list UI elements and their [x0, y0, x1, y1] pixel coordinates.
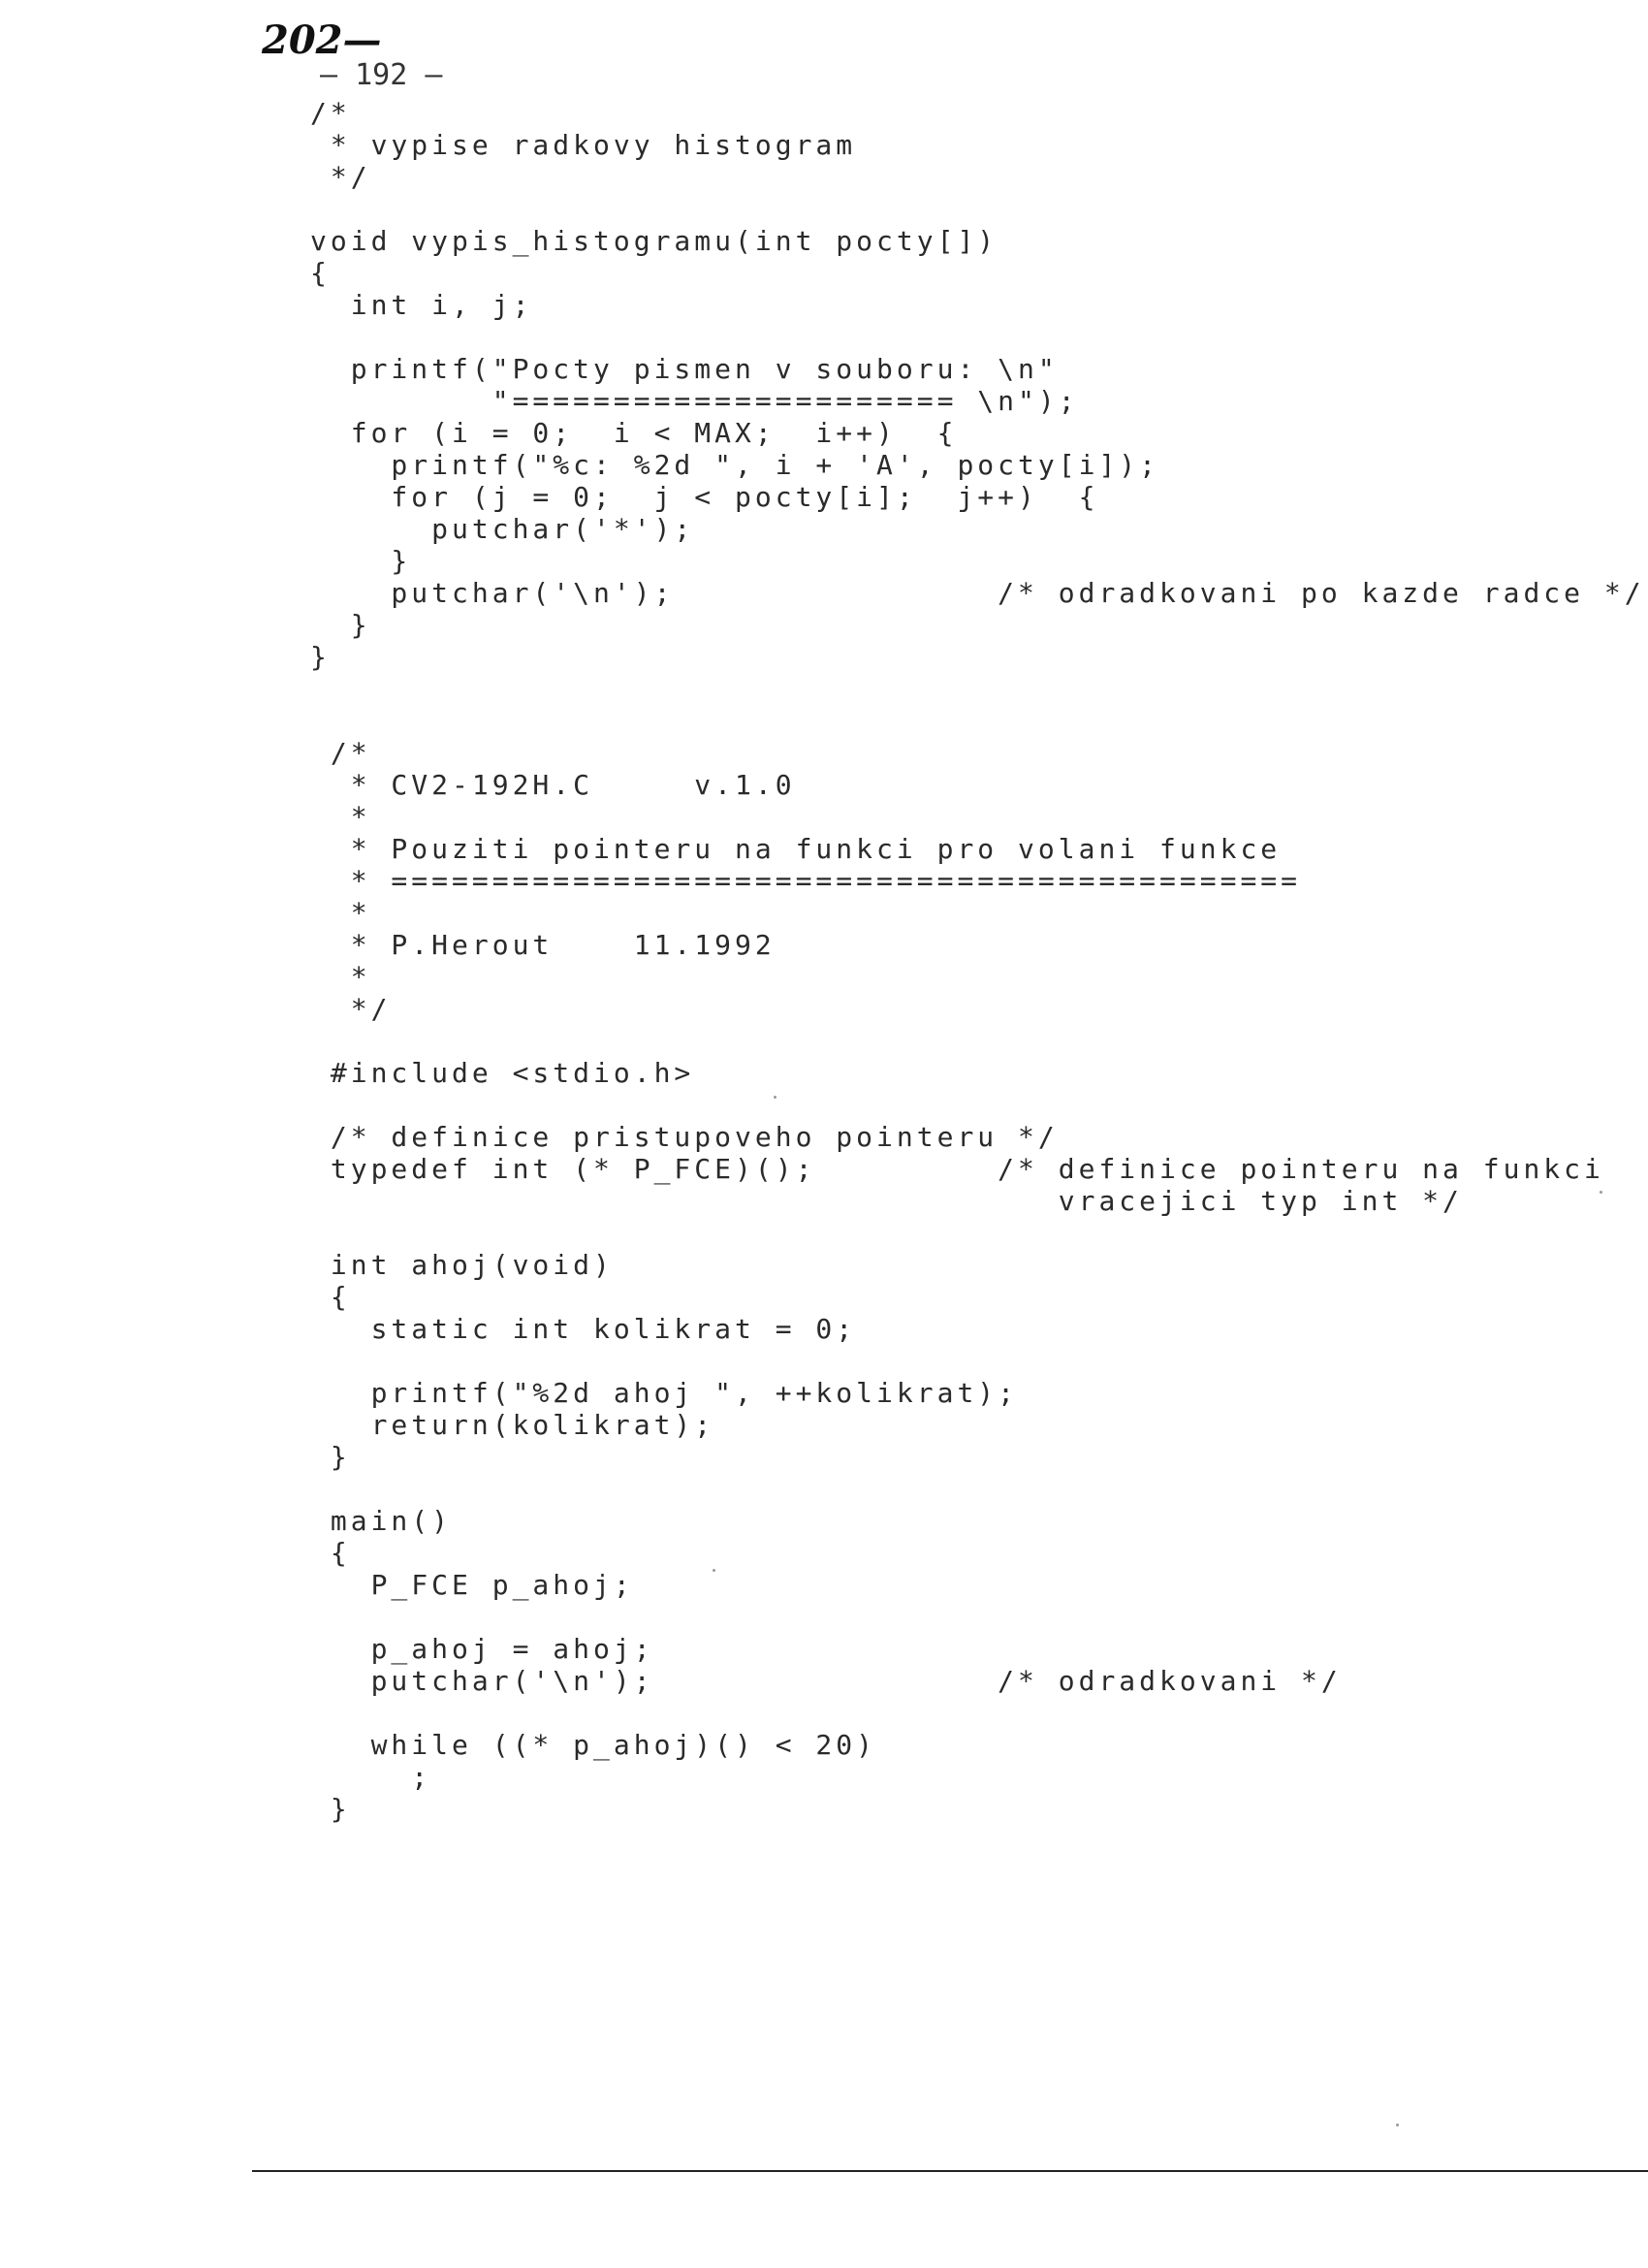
page-number: — 192 —: [320, 58, 443, 92]
code-line: #include <stdio.h>: [310, 1057, 695, 1089]
code-line: *: [310, 961, 371, 993]
code-line: static int kolikrat = 0;: [310, 1313, 857, 1345]
code-line: typedef int (* P_FCE)(); /* definice pointeru na funkci: [310, 1153, 1604, 1185]
code-line: int i, j;: [310, 289, 533, 321]
code-line: [310, 1217, 1604, 1249]
code-line: /*: [310, 97, 351, 129]
code-line: "====================== \n");: [310, 385, 1079, 417]
code-line: */: [310, 993, 392, 1025]
code-line: putchar('\n'); /* odradkovani */: [310, 1665, 1342, 1697]
code-line: * Pouziti pointeru na funkci pro volani funkce: [310, 833, 1282, 865]
code-line: for (i = 0; i < MAX; i++) {: [310, 417, 958, 449]
code-line: * P.Herout 11.1992: [310, 929, 776, 961]
code-line: * =============================================: [310, 865, 1302, 897]
code-line: }: [310, 641, 331, 673]
handwritten-page-mark: 202—: [262, 17, 382, 63]
code-line: {: [310, 1537, 351, 1569]
code-line: [310, 1697, 1604, 1729]
code-line: printf("%c: %2d ", i + 'A', pocty[i]);: [310, 449, 1160, 481]
code-line: *: [310, 897, 371, 929]
code-line: void vypis_histogramu(int pocty[]): [310, 225, 998, 257]
code-line: int ahoj(void): [310, 1249, 614, 1281]
code-listing-histogram: [310, 97, 1645, 673]
code-line: }: [310, 545, 412, 577]
code-line: while ((* p_ahoj)() < 20): [310, 1729, 877, 1761]
code-line: main(): [310, 1505, 453, 1537]
code-line: return(kolikrat);: [310, 1409, 715, 1441]
code-line: /*: [310, 737, 371, 769]
code-line: ;: [310, 1761, 432, 1793]
code-line: printf("%2d ahoj ", ++kolikrat);: [310, 1377, 1019, 1409]
code-line: * CV2-192H.C v.1.0: [310, 769, 796, 801]
code-listing-function-pointer: [310, 737, 1604, 1825]
code-line: [310, 1025, 1604, 1057]
code-line: *: [310, 801, 371, 833]
code-line: /* definice pristupoveho pointeru */: [310, 1121, 1059, 1153]
code-line: for (j = 0; j < pocty[i]; j++) {: [310, 481, 1099, 513]
code-line: [310, 1089, 1604, 1121]
code-line: p_ahoj = ahoj;: [310, 1633, 654, 1665]
code-line: }: [310, 1793, 351, 1825]
scan-speck: [1396, 2124, 1399, 2126]
code-line: }: [310, 609, 371, 641]
code-line: putchar('\n'); /* odradkovani po kazde radce */: [310, 577, 1645, 609]
code-line: */: [310, 161, 371, 193]
code-line: vracejici typ int */: [310, 1185, 1463, 1217]
code-line: * vypise radkovy histogram: [310, 129, 857, 161]
code-line: [310, 1473, 1604, 1505]
code-line: [310, 321, 1645, 353]
scan-speck: [774, 1096, 776, 1099]
code-line: putchar('*');: [310, 513, 695, 545]
code-line: {: [310, 257, 331, 289]
scan-speck: [713, 1569, 715, 1572]
code-line: P_FCE p_ahoj;: [310, 1569, 634, 1601]
scan-speck: [1600, 1191, 1602, 1194]
code-line: }: [310, 1441, 351, 1473]
code-line: [310, 1345, 1604, 1377]
code-line: printf("Pocty pismen v souboru: \n": [310, 353, 1059, 385]
code-line: [310, 193, 1645, 225]
code-line: [310, 1601, 1604, 1633]
footer-rule: [252, 2170, 1648, 2172]
code-line: {: [310, 1281, 351, 1313]
